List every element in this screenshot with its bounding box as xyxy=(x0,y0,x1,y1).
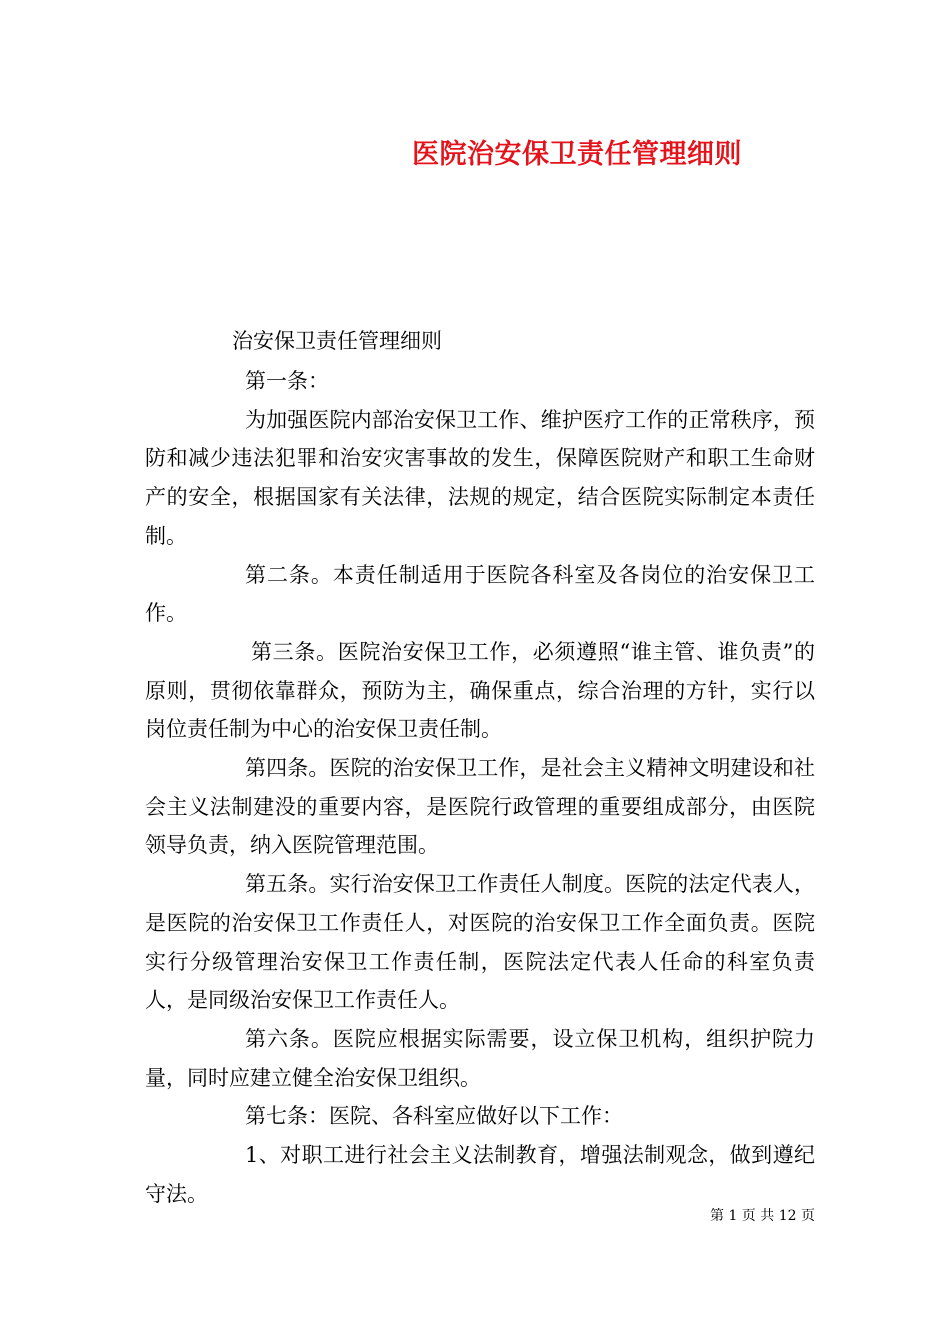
document-title: 医院治安保卫责任管理细则 xyxy=(412,139,742,170)
article-5: 第五条。实行治安保卫工作责任人制度。医院的法定代表人，是医院的治安保卫工作责任人，对医院的治安保卫工作全面负责。医院实行分级管理治安保卫工作责任制，医院法定代表人任命的科室负责人，是同级治安保卫工作责任人。 xyxy=(145,872,815,1013)
document-subtitle: 治安保卫责任管理细则 xyxy=(232,329,442,353)
article-4: 第四条。医院的治安保卫工作，是社会主义精神文明建设和社会主义法制建没的重要内容，是医院行政管理的重要组成部分，由医院领导负责，纳入医院管理范围。 xyxy=(145,756,815,858)
article-1-text: 为加强医院内部治安保卫工作、维护医疗工作的正常秩序，预防和减少违法犯罪和治安灾害事故的发生，保障医院财产和职工生命财产的安全，根据国家有关法律，法规的规定，结合医院实际制定本责任制。 xyxy=(145,407,815,548)
page-number: 第 1 页 共 12 页 xyxy=(710,1208,815,1224)
article-6: 第六条。医院应根据实际需要，设立保卫机构，组织护院力量，同时应建立健全治安保卫组织。 xyxy=(145,1026,815,1090)
article-7-item-1: 1、对职工进行社会主义法制教育，增强法制观念，做到遵纪守法。 xyxy=(145,1143,815,1206)
article-3: 第三条。医院治安保卫工作，必须遵照“谁主管、谁负责”的原则，贯彻依靠群众，预防为主，确保重点，综合治理的方针，实行以岗位责任制为中心的治安保卫责任制。 xyxy=(145,639,815,742)
article-7: 第七条：医院、各科室应做好以下工作： xyxy=(245,1104,623,1129)
article-2: 第二条。本责任制适用于医院各科室及各岗位的治安保卫工作。 xyxy=(145,562,815,626)
document-body xyxy=(145,362,815,1213)
article-1-heading: 第一条： xyxy=(245,369,329,393)
